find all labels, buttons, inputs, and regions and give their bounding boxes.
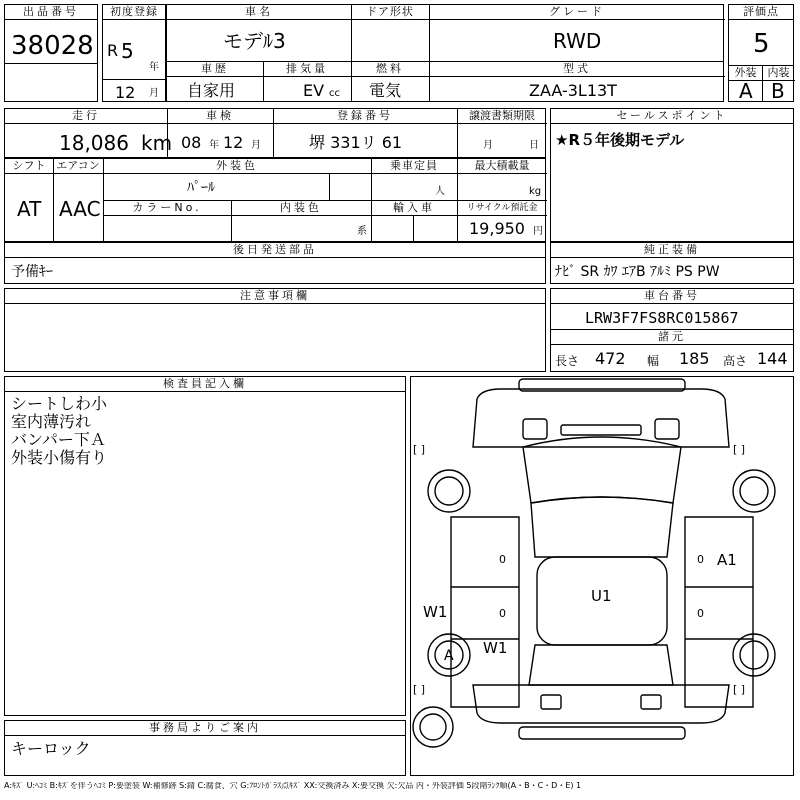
mark-zero: 0 bbox=[697, 553, 704, 566]
wheel-front-left bbox=[428, 470, 470, 512]
ac-label: エアコン bbox=[53, 159, 103, 174]
inspector-line: バンパー下Ａ bbox=[11, 430, 106, 449]
chassis-box bbox=[550, 288, 794, 372]
int-color-label: 内装色 bbox=[231, 201, 371, 216]
chassis-number: LRW3F7FS8RC015867 bbox=[585, 309, 739, 327]
year-unit: 年 bbox=[149, 62, 159, 73]
damage-legend: A:ｷｽﾞ U:ﾍｺﾐ B:ｷｽﾞを伴うﾍｺﾐ P:要塗装 W:補修跡 S:錆 C:腐食、穴 G:ﾌﾛﾝﾄｶﾞﾗｽ点ｷｽﾞ XX:交換済み X:要交換 欠:欠品 内・外装評価 5段階ﾗﾝｸ順(A・B・C・D・E) 1 bbox=[4, 782, 582, 790]
later-parts: 予備ｷｰ bbox=[11, 264, 53, 280]
exterior-grade: A bbox=[739, 79, 753, 103]
inspector-label: 検査員記入欄 bbox=[5, 377, 405, 392]
inspector-line: 室内薄汚れ bbox=[11, 412, 92, 431]
later-parts-box bbox=[4, 242, 546, 284]
shift: AT bbox=[17, 197, 42, 221]
body-outline bbox=[451, 517, 519, 707]
inspector-line: シートしわ小 bbox=[11, 394, 108, 413]
fuel: 電気 bbox=[369, 81, 402, 100]
mark-zero: 0 bbox=[697, 607, 704, 620]
mark-a-wheel: A bbox=[444, 648, 454, 664]
import-label: 輸入車 bbox=[371, 201, 457, 216]
mark-zero: 0 bbox=[499, 607, 506, 620]
overall-score: 5 bbox=[753, 29, 770, 59]
transfer-day-unit: 日 bbox=[529, 140, 539, 151]
inspection-label: 車検 bbox=[167, 109, 273, 124]
damage-diagram-box bbox=[410, 376, 794, 776]
interior-grade: B bbox=[771, 79, 785, 103]
ac: AAC bbox=[59, 197, 101, 221]
score-box bbox=[728, 4, 794, 102]
notes-box bbox=[4, 288, 546, 372]
inspector-line: 外装小傷有り bbox=[11, 448, 108, 467]
later-parts-label: 後日発送部品 bbox=[5, 243, 545, 258]
max-load-label: 最大積載量 bbox=[457, 159, 547, 174]
car-name-label: 車名 bbox=[167, 5, 351, 20]
int-color-unit: 系 bbox=[357, 226, 367, 237]
bracket-right-bottom: [ ] bbox=[733, 683, 746, 696]
lot-number-box bbox=[4, 4, 98, 102]
width: 185 bbox=[679, 349, 710, 368]
spare-wheel bbox=[413, 707, 453, 747]
ext-color-label: 外装色 bbox=[103, 159, 371, 174]
ext-color: ﾊﾟｰﾙ bbox=[187, 180, 215, 196]
car-diagram bbox=[411, 377, 792, 774]
inspection-month: 12 bbox=[223, 133, 244, 152]
displacement: EV bbox=[303, 81, 325, 100]
transfer-doc-label: 譲渡書類期限 bbox=[457, 109, 547, 124]
fuel-label: 燃料 bbox=[351, 62, 429, 77]
mileage-box bbox=[4, 108, 546, 158]
displacement-label: 排気量 bbox=[263, 62, 351, 77]
inspection-month-unit: 月 bbox=[251, 140, 261, 151]
mileage-label: 走行 bbox=[5, 109, 167, 124]
inspection-year-unit: 年 bbox=[209, 140, 219, 151]
max-load-unit: kg bbox=[529, 186, 542, 197]
mark-u1-roof: U1 bbox=[591, 587, 612, 605]
length-label: 長さ bbox=[555, 354, 580, 368]
width-label: 幅 bbox=[647, 354, 660, 368]
equipment-box bbox=[550, 242, 794, 284]
bracket-right-top: [ ] bbox=[733, 443, 746, 456]
spec-grid-box bbox=[4, 158, 546, 242]
door-label: ドア形状 bbox=[351, 5, 429, 20]
office-note: キーロック bbox=[11, 739, 91, 758]
model-code: ZAA-3L13T bbox=[529, 81, 617, 100]
front-outline bbox=[473, 389, 729, 447]
grade: RWD bbox=[553, 29, 602, 53]
lot-number: 38028 bbox=[11, 31, 94, 61]
bracket-left-top: [ ] bbox=[413, 443, 426, 456]
first-reg-year: 5 bbox=[121, 39, 134, 63]
height-label: 高さ bbox=[723, 354, 748, 368]
cabin-outline bbox=[531, 497, 673, 557]
capacity-unit: 人 bbox=[435, 186, 445, 197]
notes-label: 注意事項欄 bbox=[5, 289, 545, 304]
car-name: モデﾙ3 bbox=[223, 29, 286, 53]
wheel-rear-right bbox=[733, 634, 775, 676]
bracket-left-bottom: [ ] bbox=[413, 683, 426, 696]
history-label: 車歴 bbox=[167, 62, 263, 77]
first-registration-label: 初度登録 bbox=[103, 5, 165, 20]
mileage: 18,086 bbox=[59, 131, 129, 155]
recycle-unit: 円 bbox=[533, 226, 543, 237]
mileage-unit: km bbox=[141, 131, 173, 155]
specs-label: 諸元 bbox=[551, 330, 793, 345]
mark-zero: 0 bbox=[499, 553, 506, 566]
first-registration-box bbox=[102, 4, 166, 102]
grade-label: グレード bbox=[429, 5, 725, 20]
month-unit: 月 bbox=[149, 88, 159, 99]
era: R bbox=[107, 41, 119, 60]
sales-point-label: セールスポイント bbox=[551, 109, 793, 124]
exterior-label: 外装 bbox=[729, 66, 762, 81]
mark-w1-front: W1 bbox=[483, 639, 508, 657]
wheel-front-right bbox=[733, 470, 775, 512]
inspector-box bbox=[4, 376, 406, 716]
rear-outline bbox=[473, 685, 729, 723]
height: 144 bbox=[757, 349, 788, 368]
lot-number-label: 出品番号 bbox=[5, 5, 97, 20]
rear-bumper-outline bbox=[519, 727, 685, 739]
office-label: 事務局よりご案内 bbox=[5, 721, 405, 736]
color-no-label: カラーNo. bbox=[103, 201, 231, 216]
sales-point: ★R５年後期モデル bbox=[555, 131, 685, 149]
mark-w1-left: W1 bbox=[423, 603, 448, 621]
inspector-notes bbox=[11, 395, 107, 467]
transfer-month-unit: 月 bbox=[483, 140, 493, 151]
chassis-label: 車台番号 bbox=[551, 289, 793, 304]
equipment-label: 純正装備 bbox=[551, 243, 793, 258]
equipment: ﾅﾋﾞ SR ｶﾜ ｴｱB ｱﾙﾐ PS PW bbox=[555, 264, 720, 280]
interior-label: 内装 bbox=[762, 66, 795, 81]
recycle-fee: 19,950 bbox=[469, 219, 525, 238]
registration-number: 堺 331リ 61 bbox=[309, 133, 403, 152]
score-label: 評価点 bbox=[729, 5, 793, 20]
sales-point-box bbox=[550, 108, 794, 242]
capacity-label: 乗車定員 bbox=[371, 159, 457, 174]
shift-label: シフト bbox=[5, 159, 53, 174]
history: 自家用 bbox=[187, 81, 236, 100]
displacement-unit: cc bbox=[329, 88, 340, 99]
vehicle-main-box bbox=[166, 4, 724, 102]
office-box bbox=[4, 720, 406, 776]
inspection-year: 08 bbox=[181, 133, 202, 152]
model-label: 型式 bbox=[429, 62, 725, 77]
registration-label: 登録番号 bbox=[273, 109, 457, 124]
first-reg-month: 12 bbox=[115, 83, 136, 102]
recycle-label: リサイクル預託金 bbox=[457, 201, 547, 216]
mark-a1-right: A1 bbox=[717, 551, 737, 569]
length: 472 bbox=[595, 349, 626, 368]
